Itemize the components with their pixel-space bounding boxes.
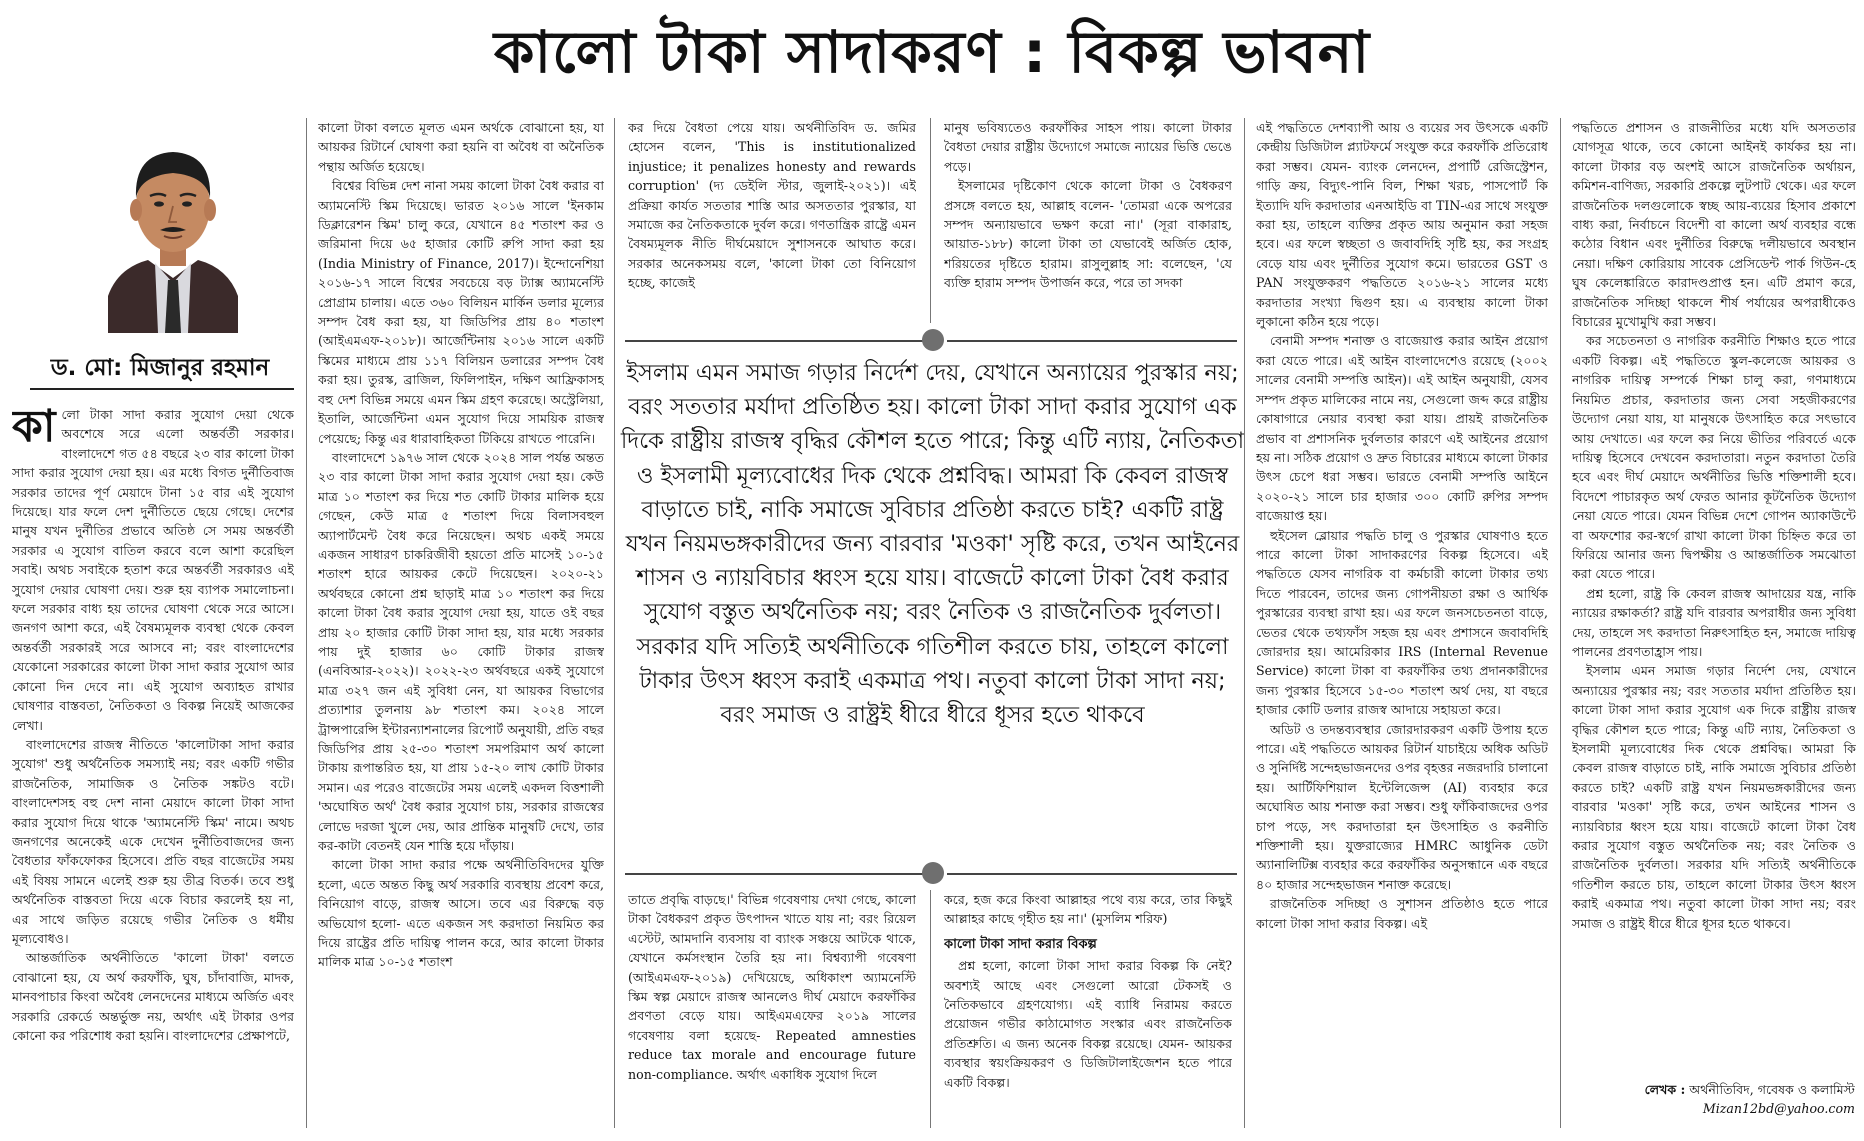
article-column-1 <box>12 405 294 1127</box>
paragraph: কর দিয়ে বৈধতা পেয়ে যায়। অর্থনীতিবিদ ড. জমির হোসেন বলেন, 'This is institutionalized injustice; it penalizes honesty and rewards corruption' (দ্য ডেইলি স্টার, জুলাই-২০২১)। এই প্রক্রিয়া কার্যত সততার শাস্তি আর অসততার পুরস্কার, যা সমাজে কর নৈতিকতাকে দুর্বল করে। গণতান্ত্রিক রাষ্ট্রে এমন বৈষম্যমূলক নীতি দীর্ঘমেয়াদে সুশাসনকে আঘাত করে। সরকার অনেকসময় বলে, 'কালো টাকা তো বিনিয়োগ হচ্ছে, কাজেই <box>628 120 916 291</box>
paragraph: বাংলাদেশে ১৯৭৬ সাল থেকে ২০২৪ সাল পর্যন্ত অন্তত ২৩ বার কালো টাকা সাদা করার সুযোগ দেয়া হয়। কেউ মাত্র ১০ শতাংশ কর দিয়ে শত কোটি টাকার মালিক হয়ে গেছেন, কেউ মাত্র ৫ শতাংশ দিয়ে বিলাসবহুল অ্যাপার্টমেন্ট বৈধ করে নিয়েছেন। অথচ একই সময়ে একজন সাধারণ চাকরিজীবী হয়তো প্রতি মাসেই ১০-১৫ শতাংশ হারে আয়কর কেটে দিয়েছেন। ২০২০-২১ অর্থবছরে কোনো প্রশ্ন ছাড়াই মাত্র ১০ শতাংশ কর দিয়ে কালো টাকা বৈধ করার সুযোগ দেয়া হয়, যাতে ওই বছর প্রায় ২০ হাজার কোটি টাকা সাদা হয়, যার মধ্যে সরকার পায় দুই হাজার ৬০ কোটি টাকার রাজস্ব (এনবিআর-২০২২)। ২০২২-২৩ অর্থবছরে একই সুযোগে মাত্র ৩২৭ জন এই সুবিধা নেন, যা আয়কর বিভাগের প্রত্যাশার তুলনায় ৯৮ শতাংশ কম। ২০২৪ সালে ট্রান্সপারেন্সি ইন্টারন্যাশনালের রিপোর্ট অনুযায়ী, প্রতি বছর জিডিপির প্রায় ২৫-৩০ শতাংশ সমপরিমাণ অর্থ কালো টাকায় রূপান্তরিত হয়, যা প্রায় ১৫-২০ লাখ কোটি টাকার সমান। এর পরেও বাজেটের সময় এলেই একদল বিত্তশালী 'অঘোষিত অর্থ' বৈধ করার সুযোগ চায়, সরকার রাজস্বের লোভে দরজা খুলে দেয়, আর প্রান্তিক মানুষটি দেখে, তার কর-কাটা বেতনই যেন শাস্তি হয়ে দাঁড়ায়। <box>318 449 604 854</box>
author-email: Mizan12bd@yahoo.com <box>1702 1101 1855 1116</box>
paragraph: রাজনৈতিক সদিচ্ছা ও সুশাসন প্রতিষ্ঠাও হতে পারে কালো টাকা সাদা করার বিকল্প। এই <box>1256 896 1548 931</box>
article-column-5 <box>1256 118 1548 1130</box>
paragraph: বাংলাদেশের রাজস্ব নীতিতে 'কালোটাকা সাদা করার সুযোগ' শুধু অর্থনৈতিক সমস্যাই নয়; বরং একটি গভীর রাজনৈতিক, সামাজিক ও নৈতিক সঙ্কটও বটে। বাংলাদেশসহ বহু দেশ নানা মেয়াদে কালো টাকা সাদা করার সুযোগ দিয়ে থাকে 'অ্যামনেস্টি স্কিম' নামে। অথচ জনগণের অনেকেই একে দেখেন দুর্নীতিবাজদের জন্য বৈধতার ফাঁকফোকর হিসেবে। প্রতি বছর বাজেটের সময় এই বিষয় সামনে এলেই শুরু হয় তীব্র বিতর্ক। তবে শুধু অর্থনৈতিক বাস্তবতা দিয়ে একে বিচার করলেই হয় না, এর সাথে জড়িত রয়েছে গভীর নৈতিক ও ধর্মীয় মূল্যবোধও। <box>12 736 294 946</box>
column-divider <box>930 890 931 1128</box>
section-subheading: কালো টাকা সাদা করার বিকল্প <box>944 936 1097 952</box>
author-role-label: লেখক : <box>1644 1082 1686 1097</box>
paragraph: প্রশ্ন হলো, কালো টাকা সাদা করার বিকল্প কি নেই? অবশ্যই আছে এবং সেগুলো আরো টেকসই ও নৈতিকভাবে গ্রহণযোগ্য। এই ব্যাধি নিরাময় করতে প্রয়োজন গভীর কাঠামোগত সংস্কার এবং রাজনৈতিক প্রতিশ্রুতি। এ জন্য অনেক বিকল্প রয়েছে। যেমন- আয়কর ব্যবস্থার স্বয়ংক্রিয়করণ ও ডিজিটালাইজেশন হতে পারে একটি বিকল্প। <box>944 958 1232 1090</box>
paragraph: প্রশ্ন হলো, রাষ্ট্র কি কেবল রাজস্ব আদায়ের যন্ত্র, নাকি ন্যায়ের রক্ষাকর্তা? রাষ্ট্র যদি বারবার অপরাধীর জন্য সুবিধা দেয়, তাহলে সৎ করদাতা নিরুৎসাহিত হন, সমাজে দায়িত্ব পালনের প্রবণতাহ্রাস পায়। <box>1572 585 1856 659</box>
pullquote-dot-top <box>922 329 944 351</box>
pullquote-rule-bottom-right <box>947 873 1237 875</box>
paragraph: বেনামী সম্পদ শনাক্ত ও বাজেয়াপ্ত করার আইন প্রয়োগ করা যেতে পারে। এই আইন বাংলাদেশেও রয়েছে (২০০২ সালের বেনামী সম্পত্তি আইন)। এই আইন অনুযায়ী, যেসব সম্পদ প্রকৃত মালিকের নামে নয়, সেগুলো জব্দ করে রাষ্ট্রীয় কোষাগারে নেয়ার ব্যবস্থা করা যায়। প্রায়ই রাজনৈতিক প্রভাব বা প্রশাসনিক দুর্বলতার কারণে এই আইনের প্রয়োগ হয় না। সঠিক প্রয়োগ ও দ্রুত বিচারের মাধ্যমে কালো টাকার উৎস চেপে ধরা সম্ভব। ভারতে বেনামী সম্পত্তি আইনে ২০২০-২১ সালে চার হাজার ৩০০ কোটি রুপির সম্পদ বাজেয়াপ্ত হয়। <box>1256 333 1548 524</box>
pullquote-rule-top-left <box>625 340 925 342</box>
column-divider <box>1560 118 1561 1128</box>
paragraph: কালো টাকা সাদা করার পক্ষে অর্থনীতিবিদদের যুক্তি হলো, এতে অন্তত কিছু অর্থ সরকারি ব্যবস্থায় প্রবেশ করে, বিনিয়োগ বাড়ে, রাজস্ব আসে। তবে এর বিরুদ্ধে বড় অভিযোগ হলো- এতে একজন সৎ করদাতা নিয়মিত কর দিয়ে রাষ্ট্রের প্রতি দায়িত্ব পালন করে, আর কালো টাকার মালিক মাত্র ১০-১৫ শতাংশ <box>318 857 604 970</box>
paragraph: তাতে প্রবৃদ্ধি বাড়ছে।' বিভিন্ন গবেষণায় দেখা গেছে, কালো টাকা বৈধকরণ প্রকৃত উৎপাদন খাতে যায় না; বরং রিয়েল এস্টেট, আমদানি ব্যবসায় বা ব্যাংক সঞ্চয়ে আটকে থাকে, যেখানে কর্মসংস্থান তৈরি হয় না। বিশ্বব্যাপী গবেষণা (আইএমএফ-২০১৯) দেখিয়েছে, অধিকাংশ অ্যামনেস্টি স্কিম স্বল্প মেয়াদে রাজস্ব আনলেও দীর্ঘ মেয়াদে করফাঁকির প্রবণতা বেড়ে যায়। আইএমএফের ২০১৯ সালের গবেষণায় বলা হয়েছে- Repeated amnesties reduce tax morale and encourage future non-compliance. অর্থাৎ একাধিক সুযোগ দিলে <box>628 892 916 1082</box>
paragraph: মানুষ ভবিষ্যতেও করফাঁকির সাহস পায়। কালো টাকার বৈধতা দেয়ার রাষ্ট্রীয় উদ্যোগে সমাজে ন্যায়ের ভিত্তি ভেঙে পড়ে। <box>944 120 1232 174</box>
article-column-2 <box>318 118 604 1130</box>
column-divider <box>614 118 615 1128</box>
paragraph: অডিট ও তদন্তব্যবস্থার জোরদারকরণ একটি উপায় হতে পারে। এই পদ্ধতিতে আয়কর রিটার্ন যাচাইয়ে অধিক অডিট ও সুনির্দিষ্ট সন্দেহভাজনদের ওপর বৃহত্তর নজরদারি চালানো হয়। আর্টিফিশিয়াল ইন্টেলিজেন্স (AI) ব্যবহার করে অঘোষিত আয় শনাক্ত করা সম্ভব। শুধু ফাঁকিবাজদের ওপর চাপ পড়ে, সৎ করদাতারা হন উৎসাহিত ও করনীতি শক্তিশালী হয়। যুক্তরাজ্যের HMRC আধুনিক ডেটা অ্যানালিটিক্স ব্যবহার করে করফাঁকির অনুসন্ধানে এক বছরে ৪০ হাজার সন্দেহভাজন শনাক্ত করেছে। <box>1256 721 1548 892</box>
paragraph: পদ্ধতিতে প্রশাসন ও রাজনীতির মধ্যে যদি অসততার যোগসূত্র থাকে, তবে কোনো আইনই কার্যকর হয় না। কালো টাকার বড় অংশই আসে রাজনৈতিক অর্থায়ন, কমিশন-বাণিজ্য, সরকারি প্রকল্পে লুটপাট থেকে। এর ফলে রাজনৈতিক দলগুলোকে স্বচ্ছ আয়-ব্যয়ের হিসাব প্রকাশে বাধ্য করা, নির্বাচনে বিদেশী বা কালো অর্থ ব্যবহার বন্ধে কঠোর বিধান এবং দুর্নীতির বিরুদ্ধে দলীয়ভাবে অবস্থান নেয়া। দক্ষিণ কোরিয়ায় সাবেক প্রেসিডেন্ট পার্ক গিউন-হে ঘুষ কেলেঙ্কারিতে কারাদণ্ডপ্রাপ্ত হন। এটি প্রমাণ করে, রাজনৈতিক সদিচ্ছা থাকলে শীর্ষ পর্যায়ের অপরাধীকেও বিচারের মুখোমুখি করা সম্ভব। <box>1572 120 1856 330</box>
column-divider <box>930 118 931 323</box>
author-portrait-image <box>108 118 238 333</box>
column-divider <box>306 118 307 1128</box>
paragraph: বিশ্বের বিভিন্ন দেশ নানা সময় কালো টাকা বৈধ করার বা অ্যামনেস্টি স্কিম দিয়েছে। ভারত ২০১৬ সালে 'ইনকাম ডিক্লারেশন স্কিম' চালু করে, যেখানে ৪৫ শতাংশ কর ও জরিমানা দিয়ে ৬৫ হাজার কোটি রুপি সাদা করা হয় (India Ministry of Finance, 2017)। ইন্দোনেশিয়া ২০১৬-১৭ সালে বিশ্বের সবচেয়ে বড় ট্যাক্স অ্যামনেস্টি প্রোগ্রাম চালায়। এতে ৩৬০ বিলিয়ন মার্কিন ডলার মূল্যের সম্পদ বৈধ করা হয়, যা জিডিপির প্রায় ৪০ শতাংশ (আইএমএফ-২০১৮)। আর্জেন্টিনায় ২০১৬ সালে একটি স্কিমের মাধ্যমে প্রায় ১১৭ বিলিয়ন ডলারের সম্পদ বৈধ করা হয়। তুরস্ক, ব্রাজিল, ফিলিপাইন, দক্ষিণ আফ্রিকাসহ বহু দেশ বিভিন্ন সময়ে এমন স্কিম গ্রহণ করেছে। অস্ট্রেলিয়া, ইতালি, আর্জেন্টিনা এমন সুযোগ দিয়ে সাময়িক রাজস্ব পেয়েছে; কিন্তু এর ধারাবাহিকতা টিকিয়ে রাখতে পারেনি। <box>318 178 604 446</box>
article-headline: কালো টাকা সাদাকরণ : বিকল্প ভাবনা <box>493 18 1371 86</box>
pull-quote: ইসলাম এমন সমাজ গড়ার নির্দেশ দেয়, যেখানে অন্যায়ের পুরস্কার নয়; বরং সততার মর্যাদা প্রতিষ্ঠিত হয়। কালো টাকা সাদা করার সুযোগ এক দিকে রাষ্ট্রীয় রাজস্ব বৃদ্ধির কৌশল হতে পারে; কিন্তু এটি ন্যায়, নৈতিকতা ও ইসলামী মূল্যবোধের দিক থেকে প্রশ্নবিদ্ধ। আমরা কি কেবল রাজস্ব বাড়াতে চাই, নাকি সমাজে সুবিচার প্রতিষ্ঠা করতে চাই? একটি রাষ্ট্র যখন নিয়মভঙ্গকারীদের জন্য বারবার 'মওকা' সৃষ্টি করে, তখন আইনের শাসন ও ন্যায়বিচার ধ্বংস হয়ে যায়। বাজেটে কালো টাকা বৈধ করার সুযোগ বস্তুত অর্থনৈতিক নয়; বরং নৈতিক ও রাজনৈতিক দুর্বলতা। সরকার যদি সত্যিই অর্থনীতিকে গতিশীল করতে চায়, তাহলে কালো টাকার উৎস ধ্বংস করাই একমাত্র পথ। নতুবা কালো টাকা সাদা নয়; বরং সমাজ ও রাষ্ট্রই ধীরে ধীরে ধূসর হতে থাকবে <box>620 360 1245 729</box>
author-role-line <box>1575 1080 1855 1099</box>
column-divider <box>1244 118 1245 1128</box>
paragraph: করে, হজ করে কিংবা আল্লাহর পথে ব্যয় করে, তার কিছুই আল্লাহর কাছে গৃহীত হয় না।' (মুসলিম শরিফ) <box>944 892 1232 927</box>
paragraph: এই পদ্ধতিতে দেশব্যাপী আয় ও ব্যয়ের সব উৎসকে একটি কেন্দ্রীয় ডিজিটাল প্ল্যাটফর্মে সংযুক্ত করে করফাঁকি প্রতিরোধ করা সম্ভব। যেমন- ব্যাংক লেনদেন, প্রপার্টি রেজিস্ট্রেশন, গাড়ি ক্রয়, বিদ্যুৎ-পানি বিল, শিক্ষা খরচ, পাসপোর্ট কি ইত্যাদি যদি করদাতার এনআইডি বা TIN-এর সাথে সংযুক্ত করা হয়, তাহলে ব্যক্তির প্রকৃত আয় অনুমান করা সহজ হবে। এর ফলে স্বচ্ছতা ও জবাবদিহি সৃষ্টি হয়, কর সংগ্রহ বেড়ে যায় এবং দুর্নীতির সুযোগ কমে। ভারতের GST ও PAN সংযুক্তকরণ পদ্ধতিতে ২০১৬-২১ সালের মধ্যে করদাতার সংখ্যা দ্বিগুণ হয়। এ ব্যবস্থায় কালো টাকা লুকানো কঠিন হয়ে পড়ে। <box>1256 120 1548 330</box>
paragraph: হুইসেল ব্লোয়ার পদ্ধতি চালু ও পুরস্কার ঘোষণাও হতে পারে কালো টাকা সাদাকরণের বিকল্প হিসেবে। এই পদ্ধতিতে যেসব নাগরিক বা কর্মচারী কালো টাকার তথ্য দিতে পারবেন, তাদের জন্য গোপনীয়তা রক্ষা ও আর্থিক পুরস্কারের ব্যবস্থা রাখা হয়। এর ফলে জনসচেতনতা বাড়ে, ভেতর থেকে তথ্যফাঁস সহজ হয় এবং প্রশাসনে জবাবদিহি জোরদার হয়। আমেরিকার IRS (Internal Revenue Service) কালো টাকা বা করফাঁকির তথ্য প্রদানকারীদের জন্য পুরস্কার হিসেবে ১৫-৩০ শতাংশ অর্থ দেয়, যা বছরে হাজার কোটি ডলার রাজস্ব আদায়ে সহায়তা করে। <box>1256 527 1548 718</box>
byline-divider <box>30 388 294 390</box>
author-photo <box>108 118 238 333</box>
article-column-3-top <box>628 118 916 328</box>
pullquote-dot-bottom <box>922 862 944 884</box>
paragraph: কর সচেতনতা ও নাগরিক করনীতি শিক্ষাও হতে পারে একটি বিকল্প। এই পদ্ধতিতে স্কুল-কলেজে আয়কর ও নাগরিক দায়িত্ব সম্পর্কে শিক্ষা চালু করা, গণমাধ্যমে নিয়মিত প্রচার, করদাতার জন্য সেবা সহজীকরণের উদ্যোগ নেয়া যায়, যা মানুষকে উৎসাহিত করে সৎভাবে আয় দেখাতে। এর ফলে কর নিয়ে ভীতির পরিবর্তে একে দায়িত্ব হিসেবে দেখবেন করদাতারা। নতুন করদাতা তৈরি হবে এবং দীর্ঘ মেয়াদে অর্থনীতির ভিত্তি শক্তিশালী হবে। বিদেশে পাচারকৃত অর্থ ফেরত আনার কূটনৈতিক উদ্যোগ নেয়া যেতে পারে। যেমন বিভিন্ন দেশে গোপন অ্যাকাউন্টে বা অফশোর কর-স্বর্গে রাখা কালো টাকা চিহ্নিত করে তা ফিরিয়ে আনার জন্য দ্বিপক্ষীয় ও আন্তর্জাতিক সমঝোতা করা যেতে পারে। <box>1572 333 1856 582</box>
article-column-3-bottom <box>628 890 916 1130</box>
article-column-6 <box>1572 118 1856 1073</box>
paragraph: ইসলামের দৃষ্টিকোণ থেকে কালো টাকা ও বৈধকরণ প্রসঙ্গে বলতে হয়, আল্লাহ বলেন- 'তোমরা একে অপরের সম্পদ অন্যায়ভাবে ভক্ষণ করো না।' (সূরা বাকারাহ, আয়াত-১৮৮) কালো টাকা তা যেভাবেই অর্জিত হোক, শরিয়তের দৃষ্টিতে হারাম। রাসুলুল্লাহ সা: বলেছেন, 'যে ব্যক্তি হারাম সম্পদ উপার্জন করে, পরে তা সদকা <box>944 178 1232 291</box>
paragraph: ইসলাম এমন সমাজ গড়ার নির্দেশ দেয়, যেখানে অন্যায়ের পুরস্কার নয়; বরং সততার মর্যাদা প্রতিষ্ঠিত হয়। কালো টাকা সাদা করার সুযোগ এক দিকে রাষ্ট্রীয় রাজস্ব বৃদ্ধির কৌশল হতে পারে; কিন্তু এটি ন্যায়, নৈতিকতা ও ইসলামী মূল্যবোধের দিক থেকে প্রশ্নবিদ্ধ। আমরা কি কেবল রাজস্ব বাড়াতে চাই, নাকি সমাজে সুবিচার প্রতিষ্ঠা করতে চাই? একটি রাষ্ট্র যখন নিয়মভঙ্গকারীদের জন্য বারবার 'মওকা' সৃষ্টি করে, তখন আইনের শাসন ও ন্যায়বিচার ধ্বংস হয়ে যায়। বাজেটে কালো টাকা বৈধ করার সুযোগ বস্তুত অর্থনৈতিক নয়; বরং নৈতিক ও রাজনৈতিক দুর্বলতা। সরকার যদি সত্যিই অর্থনীতিকে গতিশীল করতে চায়, তাহলে কালো টাকার উৎস ধ্বংস করাই একমাত্র পথ। নতুবা কালো টাকা সাদা নয়; বরং সমাজ ও রাষ্ট্রই ধীরে ধীরে ধূসর হতে থাকবে। <box>1572 663 1856 931</box>
paragraph: আন্তর্জাতিক অর্থনীতিতে 'কালো টাকা' বলতে বোঝানো হয়, যে অর্থ করফাঁকি, ঘুষ, চাঁদাবাজি, মাদক, মানবপাচার কিংবা অবৈধ লেনদেনের মাধ্যমে অর্জিত এবং সরকারি রেকর্ডে অন্তর্ভুক্ত নয়, অর্থাৎ এই টাকার ওপর কোনো কর পরিশোধ করা হয়নি। বাংলাদেশের প্রেক্ষাপটে, <box>12 950 294 1043</box>
paragraph: লো টাকা সাদা করার সুযোগ দেয়া থেকে অবশেষে সরে এলো অন্তর্বর্তী সরকার। বাংলাদেশে গত ৫৪ বছরে ২৩ বার কালো টাকা সাদা করার সুযোগ দেয়া হয়। এর মধ্যে বিগত দুর্নীতিবাজ সরকার তাদের পূর্ণ মেয়াদে টানা ১৫ বার এই সুযোগ দিয়েছে। যার ফলে দেশ দুর্নীতিতে ছেয়ে গেছে। দেশের মানুষ যখন দুর্নীতির প্রভাবে অতিষ্ঠ সে সময় অন্তর্বর্তী সরকার এ সুযোগ বাতিল করবে বলে আশা করেছিল সবাই। অথচ সবাইকে হতাশ করে অন্তর্বর্তী সরকারও এই সুযোগ দেয়ার ঘোষণা দেয়। শুরু হয় ব্যাপক সমালোচনা। ফলে সরকার বাধ্য হয় তাদের ঘোষণা থেকে সরে আসে। জনগণ আশা করে, এই বৈষম্যমূলক ব্যবস্থা থেকে কেবল অন্তর্বর্তী সরকারই সরে আসবে না; বরং বাংলাদেশের যেকোনো সরকারের কালো টাকা সাদা করার সুযোগ আর কোনো দিন দেবে না। এই সুযোগ অব্যাহত রাখার ঘোষণার বাস্তবতা, নৈতিকতা ও বিকল্প নিয়েই আজকের লেখা। <box>12 407 294 733</box>
article-column-4-top <box>944 118 1232 328</box>
pullquote-rule-bottom-left <box>625 873 925 875</box>
author-byline: ড. মো: মিজানুর রহমান <box>50 355 270 381</box>
paragraph: কালো টাকা বলতে মূলত এমন অর্থকে বোঝানো হয়, যা আয়কর রিটার্নে ঘোষণা করা হয়নি বা অবৈধ বা অনৈতিক পন্থায় অর্জিত হয়েছে। <box>318 120 604 174</box>
author-signature <box>1575 1080 1855 1118</box>
pullquote-rule-top-right <box>947 340 1237 342</box>
article-column-4-bottom <box>944 890 1232 1130</box>
dropcap: কা <box>12 405 56 452</box>
author-role: অর্থনীতিবিদ, গবেষক ও কলামিস্ট <box>1689 1082 1855 1097</box>
